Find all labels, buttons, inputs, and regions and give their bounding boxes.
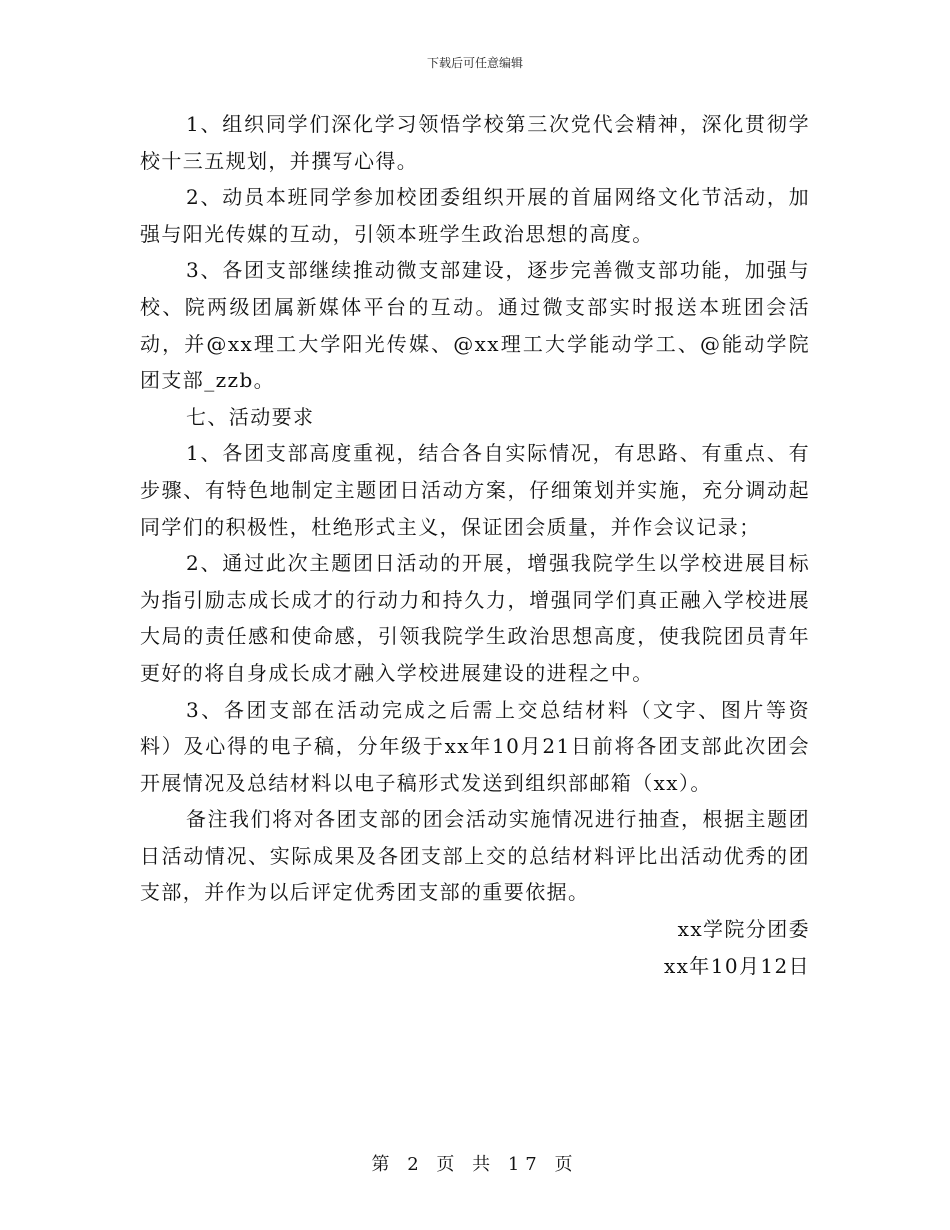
signature-organization: xx学院分团委 bbox=[677, 917, 810, 942]
remarks-paragraph: 备注我们将对各团支部的团会活动实施情况进行抽查，根据主题团日活动情况、实际成果及各团支部上交的总结材料评比出活动优秀的团支部，并作为以后评定优秀团支部的重要依据。 bbox=[140, 807, 810, 905]
document-body bbox=[140, 106, 810, 984]
section-heading-requirements: 七、活动要求 bbox=[186, 404, 315, 429]
page-footer: 第 2 页 共 17 页 bbox=[371, 1154, 579, 1175]
page-header: 下载后可任意编辑 bbox=[426, 56, 523, 70]
signature-date: xx年10月12日 bbox=[663, 953, 810, 978]
requirement-item-3: 3、各团支部在活动完成之后需上交总结材料（文字、图片等资料）及心得的电子稿，分年级于xx年10月21日前将各团支部此次团会开展情况及总结材料以电子稿形式发送到组织部邮箱（xx）。 bbox=[140, 697, 810, 795]
paragraph-item-2: 2、动员本班同学参加校团委组织开展的首届网络文化节活动，加强与阳光传媒的互动，引领本班学生政治思想的高度。 bbox=[140, 185, 810, 246]
requirement-item-2: 2、通过此次主题团日活动的开展，增强我院学生以学校进展目标为指引励志成长成才的行动力和持久力，增强同学们真正融入学校进展大局的责任感和使命感，引领我院学生政治思想高度，使我院团员青年更好的将自身成长成才融入学校进展建设的进程之中。 bbox=[140, 551, 810, 685]
paragraph-item-1: 1、组织同学们深化学习领悟学校第三次党代会精神，深化贯彻学校十三五规划，并撰写心得。 bbox=[140, 112, 810, 173]
paragraph-item-3: 3、各团支部继续推动微支部建设，逐步完善微支部功能，加强与校、院两级团属新媒体平台的互动。通过微支部实时报送本班团会活动，并@xx理工大学阳光传媒、@xx理工大学能动学工、@能动学院团支部_zzb。 bbox=[140, 258, 810, 393]
requirement-item-1: 1、各团支部高度重视，结合各自实际情况，有思路、有重点、有步骤、有特色地制定主题团日活动方案，仔细策划并实施，充分调动起同学们的积极性，杜绝形式主义，保证团会质量，并作会议记录； bbox=[140, 441, 810, 539]
